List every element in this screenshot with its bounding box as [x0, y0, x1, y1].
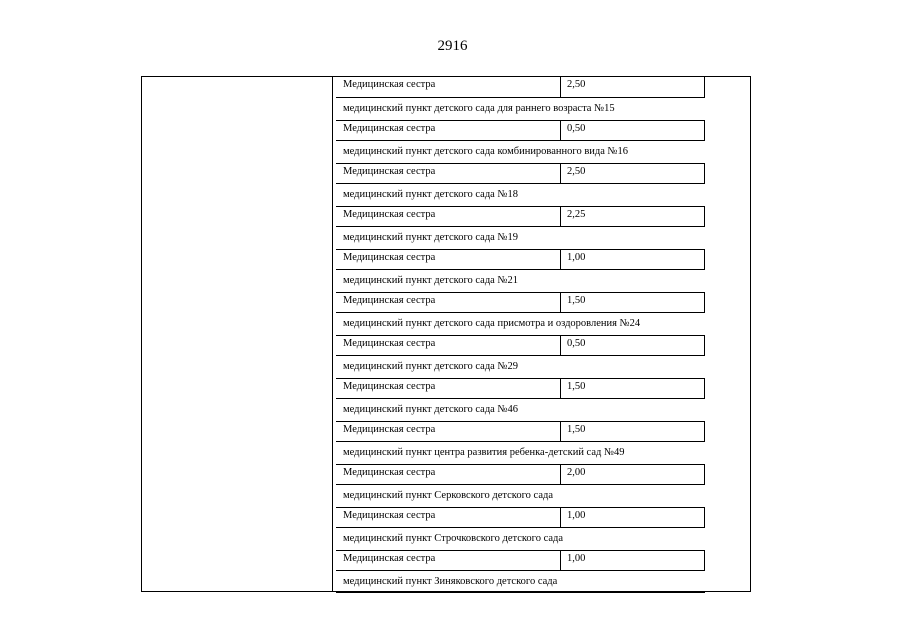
unit-row [336, 485, 751, 507]
position-row [336, 421, 705, 442]
unit-name: медицинский пункт детского сада №19 [343, 232, 518, 243]
unit-name: медицинский пункт детского сада для раннего возраста №15 [343, 103, 615, 114]
staff-rate: 2,50 [560, 77, 704, 97]
position-row [336, 464, 705, 485]
unit-name: медицинский пункт детского сада №29 [343, 361, 518, 372]
position-name: Медицинская сестра [343, 252, 436, 263]
unit-name: медицинский пункт Зиняковского детского сада [343, 576, 558, 587]
position-name: Медицинская сестра [343, 338, 436, 349]
unit-name: медицинский пункт детского сада №46 [343, 404, 518, 415]
unit-name: медицинский пункт Серковского детского сада [343, 490, 553, 501]
unit-row [336, 528, 751, 550]
unit-row [336, 442, 751, 464]
position-name: Медицинская сестра [343, 381, 436, 392]
staff-rate: 2,50 [560, 164, 704, 183]
position-name: Медицинская сестра [343, 166, 436, 177]
unit-name: медицинский пункт центра развития ребенка-детский сад №49 [343, 447, 625, 458]
staff-rate: 2,25 [560, 207, 704, 226]
position-name: Медицинская сестра [343, 424, 436, 435]
table-bottom-line [336, 592, 705, 593]
position-name: Медицинская сестра [343, 467, 436, 478]
unit-row [336, 141, 751, 163]
unit-row [336, 399, 751, 421]
staff-rate: 1,50 [560, 293, 704, 312]
position-row [336, 163, 705, 184]
position-name: Медицинская сестра [343, 510, 436, 521]
position-name: Медицинская сестра [343, 295, 436, 306]
staff-rate: 1,00 [560, 551, 704, 570]
staff-rate: 1,00 [560, 508, 704, 527]
position-row [336, 249, 705, 270]
unit-row [336, 98, 751, 120]
staff-rate: 1,50 [560, 422, 704, 441]
unit-row [336, 184, 751, 206]
staff-rate: 1,50 [560, 379, 704, 398]
position-row [336, 206, 705, 227]
table-column-divider [332, 76, 333, 592]
unit-name: медицинский пункт Строчковского детского сада [343, 533, 564, 544]
position-row [336, 335, 705, 356]
staff-table-rows [336, 77, 751, 593]
staff-rate: 2,00 [560, 465, 704, 484]
position-name: Медицинская сестра [343, 209, 436, 220]
staff-rate: 0,50 [560, 336, 704, 355]
unit-name: медицинский пункт детского сада комбинированного вида №16 [343, 146, 629, 157]
unit-row [336, 313, 751, 335]
unit-row [336, 571, 751, 593]
position-name: Медицинская сестра [343, 553, 436, 564]
unit-name: медицинский пункт детского сада №18 [343, 189, 518, 200]
position-row [336, 550, 705, 571]
position-row [336, 120, 705, 141]
staff-rate: 1,00 [560, 250, 704, 269]
position-name: Медицинская сестра [343, 79, 436, 90]
position-row [336, 77, 705, 98]
position-name: Медицинская сестра [343, 123, 436, 134]
page-number: 2916 [437, 38, 468, 54]
unit-row [336, 270, 751, 292]
unit-name: медицинский пункт детского сада присмотра и оздоровления №24 [343, 318, 641, 329]
unit-row [336, 356, 751, 378]
position-row [336, 292, 705, 313]
staff-rate: 0,50 [560, 121, 704, 140]
position-row [336, 507, 705, 528]
unit-row [336, 227, 751, 249]
position-row [336, 378, 705, 399]
unit-name: медицинский пункт детского сада №21 [343, 275, 518, 286]
